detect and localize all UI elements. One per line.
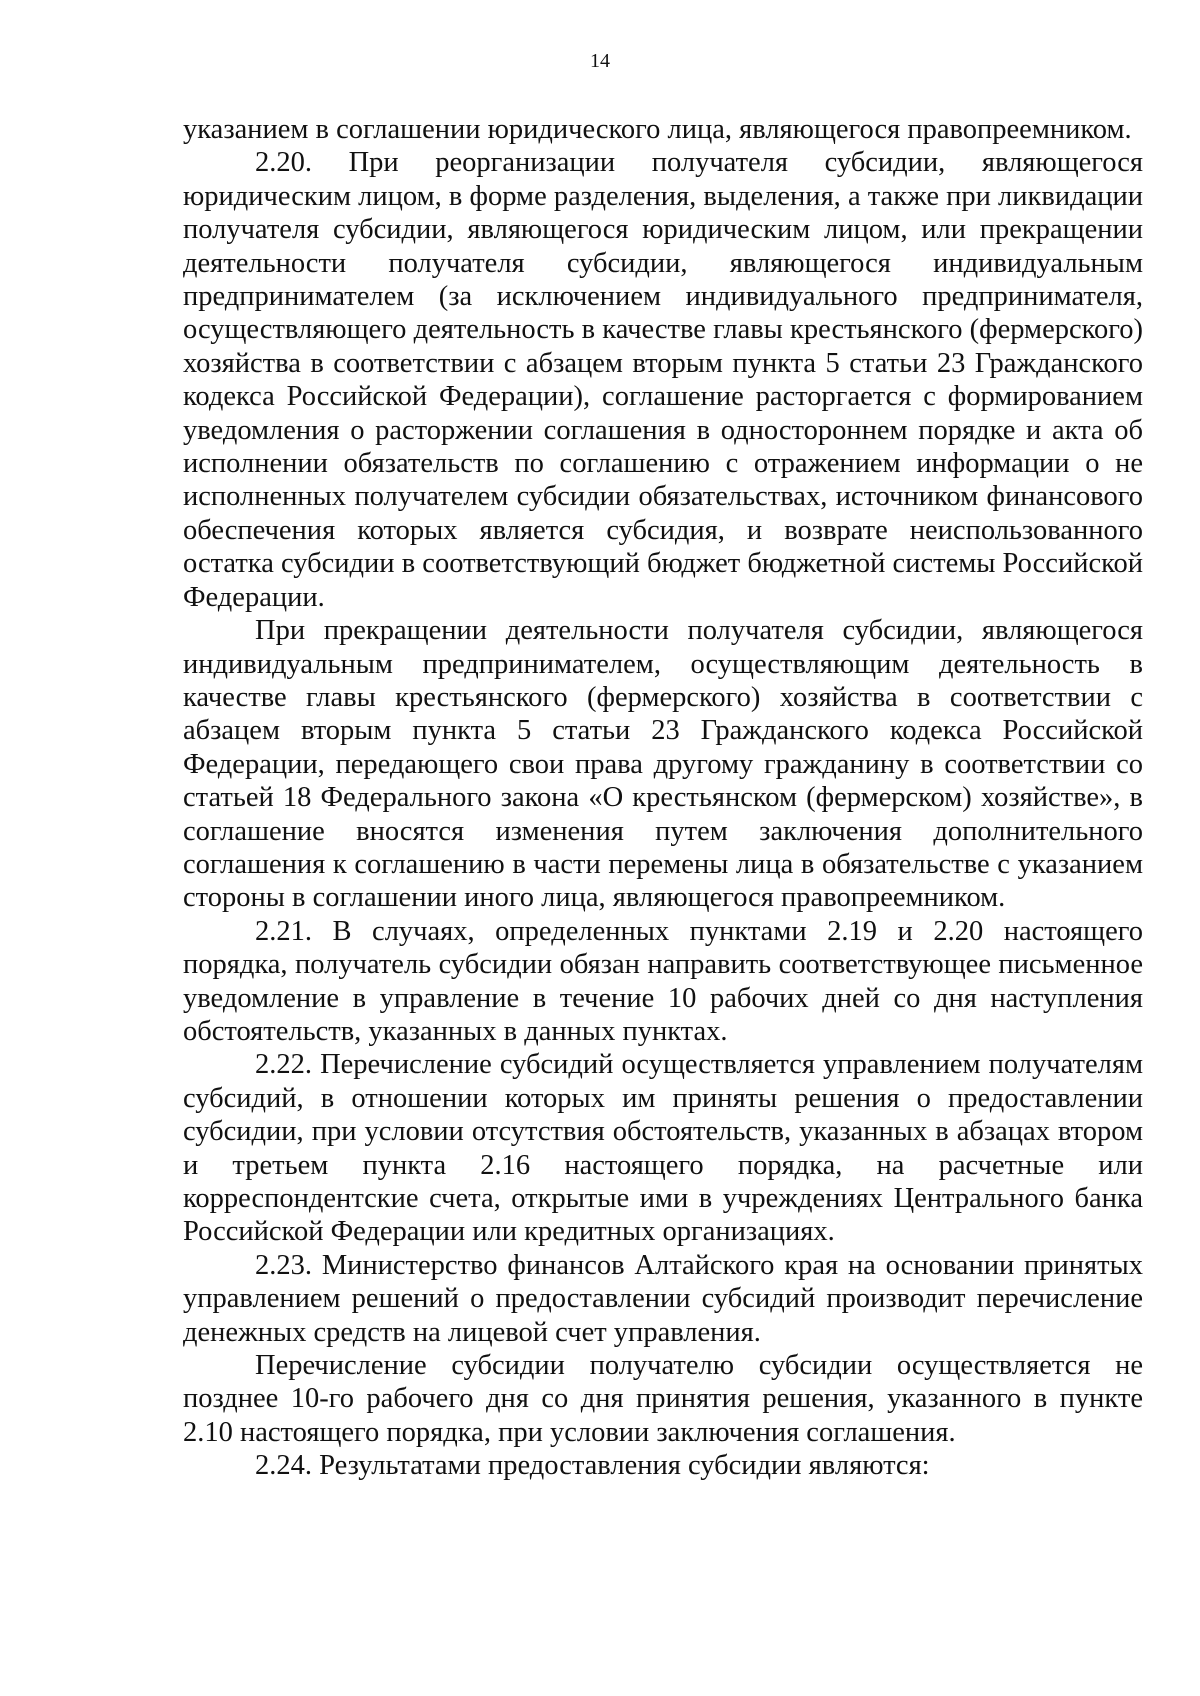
- paragraph-continuation: указанием в соглашении юридического лица, являющегося правопреемником.: [183, 114, 1132, 145]
- page-number: 14: [590, 50, 610, 72]
- paragraph-2-23: 2.23. Министерство финансов Алтайского края на основании принятых управлением решений о предоставлении субсидий производит перечисление денежных средств на лицевой счет управления.: [183, 1249, 1143, 1348]
- document-body: [183, 113, 1143, 1483]
- paragraph-2-21: 2.21. В случаях, определенных пунктами 2.19 и 2.20 настоящего порядка, получатель субсидии обязан направить соответствующее письменное уведомление в управление в течение 10 рабочих дней со дня наступления обстоятельств, указанных в данных пунктах.: [183, 915, 1143, 1047]
- paragraph-2-20: 2.20. При реорганизации получателя субсидии, являющегося юридическим лицом, в форме разделения, выделения, а также при ликвидации получателя субсидии, являющегося юридическим лицом, или прекращении деятельности получателя субсидии, являющегося индивидуальным предпринимателем (за исключением индивидуального предпринимателя, осуществляющего деятельность в качестве главы крестьянского (фермерского) хозяйства в соответствии с абзацем вторым пункта 5 статьи 23 Гражданского кодекса Российской Федерации), соглашение расторгается с формированием уведомления о расторжении соглашения в одностороннем порядке и акта об исполнении обязательств по соглашению с отражением информации о не исполненных получателем субсидии обязательствах, источником финансового обеспечения которых является субсидия, и возврате неиспользованного остатка субсидии в соответствующий бюджет бюджетной системы Российской Федерации.: [183, 147, 1143, 613]
- paragraph-2-22: 2.22. Перечисление субсидий осуществляется управлением получателям субсидий, в отношении которых им приняты решения о предоставлении субсидии, при условии отсутствия обстоятельств, указанных в абзацах втором и третьем пункта 2.16 настоящего порядка, на расчетные или корреспондентские счета, открытые ими в учреждениях Центрального банка Российской Федерации или кредитных организациях.: [183, 1049, 1143, 1248]
- paragraph-2-24: 2.24. Результатами предоставления субсидии являются:: [255, 1450, 930, 1482]
- paragraph-termination-peasant-farm: При прекращении деятельности получателя субсидии, являющегося индивидуальным предпринимателем, осуществляющим деятельность в качестве главы крестьянского (фермерского) хозяйства в соответствии с абзацем вторым пункта 5 статьи 23 Гражданского кодекса Российской Федерации, передающего свои права другому гражданину в соответствии со статьей 18 Федерального закона «О крестьянском (фермерском) хозяйстве», в соглашение вносятся изменения путем заключения дополнительного соглашения к соглашению в части перемены лица в обязательстве с указанием стороны в соглашении иного лица, являющегося правопреемником.: [183, 615, 1143, 914]
- paragraph-transfer-deadline: Перечисление субсидии получателю субсидии осуществляется не позднее 10-го рабочего дня со дня принятия решения, указанного в пункте 2.10 настоящего порядка, при условии заключения соглашения.: [183, 1350, 1143, 1448]
